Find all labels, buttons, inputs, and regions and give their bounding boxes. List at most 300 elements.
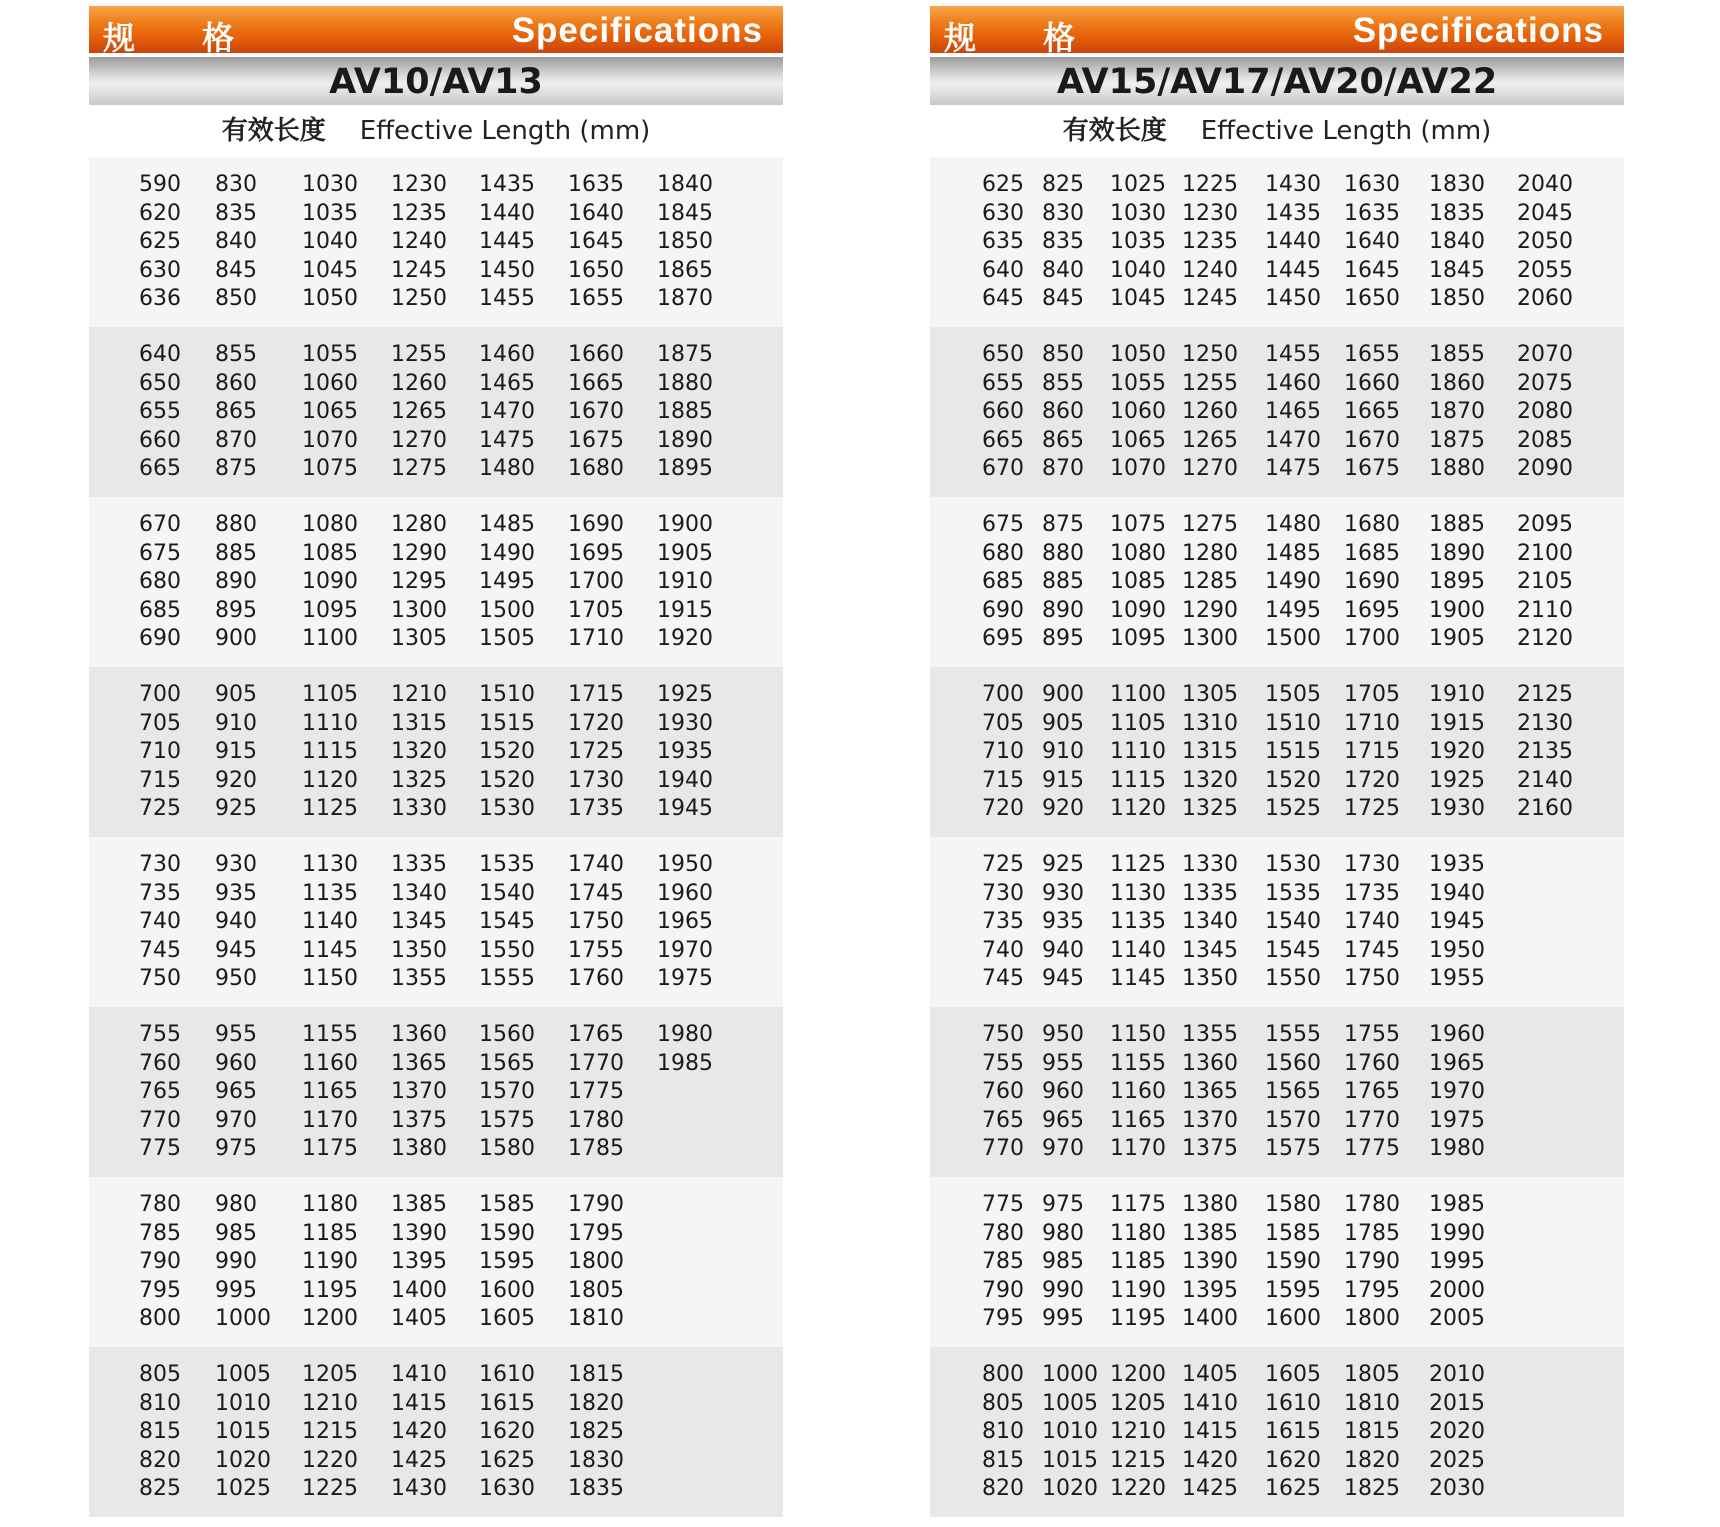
- length-cell: 1435: [479, 172, 535, 197]
- length-cell: 1060: [1110, 399, 1166, 424]
- length-cell: 910: [215, 710, 257, 736]
- length-cell: 980: [1042, 1220, 1084, 1246]
- table-row: [89, 1390, 783, 1419]
- length-cell: 1970: [657, 937, 713, 963]
- length-cell: 1200: [1110, 1362, 1166, 1387]
- length-cell: 825: [1042, 172, 1084, 197]
- length-cell: 1165: [1110, 1107, 1166, 1133]
- length-cell: 1945: [1429, 909, 1485, 934]
- length-cell: 1040: [302, 229, 358, 254]
- length-cell: 1385: [391, 1192, 447, 1217]
- heading-en: Effective Length (mm): [1200, 116, 1492, 146]
- specifications-banner: [89, 6, 783, 57]
- length-cell: 1310: [1182, 710, 1238, 736]
- length-cell: 805: [139, 1362, 181, 1387]
- length-cell: 1575: [1265, 1136, 1321, 1161]
- length-cell: 1810: [1344, 1390, 1400, 1416]
- length-cell: 925: [215, 796, 257, 821]
- length-cell: 1255: [391, 342, 447, 367]
- length-cell: 1920: [657, 626, 713, 651]
- length-cell: 1915: [657, 597, 713, 623]
- table-row: [930, 1021, 1624, 1050]
- length-cell: 1875: [657, 342, 713, 367]
- length-cell: 1985: [1429, 1192, 1485, 1217]
- length-cell: 1250: [1182, 342, 1238, 367]
- length-cell: 1575: [479, 1107, 535, 1133]
- length-cell: 1980: [1429, 1136, 1485, 1161]
- length-cell: 700: [139, 682, 181, 707]
- length-cell: 810: [139, 1390, 181, 1416]
- length-cell: 720: [982, 796, 1024, 821]
- length-cell: 745: [982, 966, 1024, 991]
- row-group: [89, 667, 783, 837]
- length-cell: 1815: [1344, 1419, 1400, 1444]
- length-cell: 1455: [1265, 342, 1321, 367]
- length-cell: 1315: [391, 710, 447, 736]
- length-cell: 1680: [568, 456, 624, 481]
- table-row: [89, 1191, 783, 1220]
- length-cell: 1240: [1182, 257, 1238, 283]
- table-row: [89, 681, 783, 710]
- length-cell: 1075: [1110, 512, 1166, 537]
- length-cell: 1025: [1110, 172, 1166, 197]
- length-cell: 1675: [1344, 456, 1400, 481]
- length-cell: 1700: [568, 569, 624, 594]
- length-cell: 985: [1042, 1249, 1084, 1274]
- length-cell: 940: [1042, 937, 1084, 963]
- length-cell: 1435: [1265, 200, 1321, 226]
- length-cell: 1505: [1265, 682, 1321, 707]
- table-row: [930, 965, 1624, 994]
- length-cell: 1665: [568, 370, 624, 396]
- length-cell: 705: [982, 710, 1024, 736]
- length-cell: 1045: [1110, 286, 1166, 311]
- length-cell: 1555: [1265, 1022, 1321, 1047]
- length-cell: 1390: [391, 1220, 447, 1246]
- length-cell: 1420: [1182, 1447, 1238, 1473]
- length-cell: 1915: [1429, 710, 1485, 736]
- length-cell: 945: [1042, 966, 1084, 991]
- length-cell: 1600: [1265, 1306, 1321, 1331]
- length-cell: 1190: [302, 1249, 358, 1274]
- length-cell: 980: [215, 1192, 257, 1217]
- length-cell: 1345: [391, 909, 447, 934]
- length-cell: 910: [1042, 739, 1084, 764]
- table-row: [89, 1078, 783, 1107]
- length-cell: 850: [215, 286, 257, 311]
- length-cell: 1685: [1344, 540, 1400, 566]
- length-cell: 1785: [1344, 1220, 1400, 1246]
- length-cell: 1390: [1182, 1249, 1238, 1274]
- length-cell: 1350: [1182, 966, 1238, 991]
- length-cell: 1850: [657, 229, 713, 254]
- length-cell: 790: [139, 1249, 181, 1274]
- table-row: [89, 1305, 783, 1334]
- length-cell: 1985: [657, 1050, 713, 1076]
- length-cell: 730: [982, 880, 1024, 906]
- length-cell: 1790: [1344, 1249, 1400, 1274]
- length-cell: 1490: [479, 540, 535, 566]
- length-cell: 1375: [391, 1107, 447, 1133]
- length-cell: 1870: [657, 286, 713, 311]
- length-cell: 1120: [302, 767, 358, 793]
- length-cell: 2080: [1517, 399, 1573, 424]
- length-cell: 1345: [1182, 937, 1238, 963]
- length-cell: 855: [215, 342, 257, 367]
- table-row: [930, 228, 1624, 257]
- length-cell: 636: [139, 286, 181, 311]
- length-cell: 1830: [568, 1447, 624, 1473]
- row-group: [89, 497, 783, 667]
- length-cell: 1570: [1265, 1107, 1321, 1133]
- specifications-banner: [930, 6, 1624, 57]
- length-cell: 1210: [1110, 1419, 1166, 1444]
- length-cell: 1410: [1182, 1390, 1238, 1416]
- length-cell: 1380: [391, 1136, 447, 1161]
- length-cell: 1690: [1344, 569, 1400, 594]
- length-cell: 820: [982, 1476, 1024, 1501]
- length-cell: 1770: [1344, 1107, 1400, 1133]
- length-cell: 1725: [1344, 796, 1400, 821]
- length-cell: 1485: [479, 512, 535, 537]
- length-cell: 930: [215, 852, 257, 877]
- length-cell: 1295: [391, 569, 447, 594]
- table-row: [89, 341, 783, 370]
- length-cell: 1595: [479, 1249, 535, 1274]
- table-row: [930, 341, 1624, 370]
- table-row: [89, 767, 783, 796]
- length-cell: 1365: [391, 1050, 447, 1076]
- table-row: [89, 1361, 783, 1390]
- length-cell: 1100: [1110, 682, 1166, 707]
- length-cell: 1325: [1182, 796, 1238, 821]
- length-cell: 775: [139, 1136, 181, 1161]
- length-cell: 865: [1042, 427, 1084, 453]
- table-row: [89, 455, 783, 484]
- length-cell: 1000: [215, 1306, 271, 1331]
- length-cell: 1580: [1265, 1192, 1321, 1217]
- length-cell: 1235: [1182, 229, 1238, 254]
- length-cell: 1270: [1182, 456, 1238, 481]
- row-group: [89, 837, 783, 1007]
- table-row: [930, 738, 1624, 767]
- length-cell: 1470: [479, 399, 535, 424]
- length-cell: 1460: [1265, 370, 1321, 396]
- table-row: [89, 851, 783, 880]
- length-cell: 2100: [1517, 540, 1573, 566]
- length-cell: 750: [982, 1022, 1024, 1047]
- length-cell: 1770: [568, 1050, 624, 1076]
- length-cell: 1220: [302, 1447, 358, 1473]
- length-cell: 1805: [1344, 1362, 1400, 1387]
- length-cell: 1375: [1182, 1136, 1238, 1161]
- length-cell: 1795: [568, 1220, 624, 1246]
- table-row: [930, 427, 1624, 456]
- row-group: [930, 497, 1624, 667]
- length-cell: 905: [1042, 710, 1084, 736]
- length-cell: 1195: [1110, 1306, 1166, 1331]
- length-cell: 1250: [391, 286, 447, 311]
- length-cell: 900: [1042, 682, 1084, 707]
- length-cell: 1635: [568, 172, 624, 197]
- length-cell: 1715: [1344, 739, 1400, 764]
- length-cell: 1515: [1265, 739, 1321, 764]
- length-cell: 1300: [1182, 626, 1238, 651]
- length-cell: 820: [139, 1447, 181, 1473]
- length-cell: 840: [215, 229, 257, 254]
- length-cell: 1400: [1182, 1306, 1238, 1331]
- length-cell: 680: [982, 540, 1024, 566]
- length-cell: 1085: [1110, 569, 1166, 594]
- length-cell: 1920: [1429, 739, 1485, 764]
- length-cell: 1815: [568, 1362, 624, 1387]
- length-cell: 2045: [1517, 200, 1573, 226]
- length-cell: 895: [1042, 626, 1084, 651]
- length-cell: 935: [215, 880, 257, 906]
- length-cell: 1070: [302, 427, 358, 453]
- length-cell: 1475: [479, 427, 535, 453]
- table-row: [89, 1248, 783, 1277]
- length-cell: 700: [982, 682, 1024, 707]
- length-cell: 1665: [1344, 399, 1400, 424]
- length-cell: 1150: [1110, 1022, 1166, 1047]
- length-cell: 1820: [568, 1390, 624, 1416]
- length-cell: 1355: [391, 966, 447, 991]
- length-cell: 1605: [479, 1306, 535, 1331]
- length-cell: 1675: [568, 427, 624, 453]
- length-cell: 1020: [1042, 1476, 1098, 1501]
- length-cell: 1200: [302, 1306, 358, 1331]
- length-cell: 685: [139, 597, 181, 623]
- length-cell: 1925: [657, 682, 713, 707]
- length-cell: 780: [139, 1192, 181, 1217]
- length-cell: 1980: [657, 1022, 713, 1047]
- length-cell: 860: [1042, 399, 1084, 424]
- length-cell: 1540: [479, 880, 535, 906]
- length-cell: 1025: [215, 1476, 271, 1501]
- length-cell: 920: [1042, 796, 1084, 821]
- length-table: [930, 157, 1624, 1517]
- table-row: [930, 1447, 1624, 1476]
- length-cell: 1525: [1265, 796, 1321, 821]
- length-cell: 735: [982, 909, 1024, 934]
- length-cell: 2130: [1517, 710, 1573, 736]
- length-cell: 1890: [657, 427, 713, 453]
- length-cell: 1630: [1344, 172, 1400, 197]
- length-cell: 2005: [1429, 1306, 1485, 1331]
- length-cell: 1280: [1182, 540, 1238, 566]
- length-cell: 1380: [1182, 1192, 1238, 1217]
- length-cell: 1570: [479, 1079, 535, 1104]
- length-cell: 2010: [1429, 1362, 1485, 1387]
- length-cell: 1445: [479, 229, 535, 254]
- length-cell: 755: [982, 1050, 1024, 1076]
- length-cell: 1240: [391, 229, 447, 254]
- length-cell: 1650: [568, 257, 624, 283]
- length-cell: 1670: [1344, 427, 1400, 453]
- length-cell: 1620: [1265, 1447, 1321, 1473]
- length-cell: 1860: [1429, 370, 1485, 396]
- table-row: [930, 795, 1624, 824]
- length-cell: 1800: [1344, 1306, 1400, 1331]
- length-cell: 1195: [302, 1277, 358, 1303]
- length-cell: 705: [139, 710, 181, 736]
- length-cell: 1080: [302, 512, 358, 537]
- length-cell: 915: [215, 739, 257, 764]
- length-cell: 670: [982, 456, 1024, 481]
- length-cell: 1680: [1344, 512, 1400, 537]
- length-cell: 1285: [1182, 569, 1238, 594]
- length-cell: 870: [1042, 456, 1084, 481]
- length-cell: 2025: [1429, 1447, 1485, 1473]
- length-cell: 1480: [1265, 512, 1321, 537]
- length-cell: 1565: [1265, 1079, 1321, 1104]
- length-cell: 1270: [391, 427, 447, 453]
- length-cell: 990: [1042, 1277, 1084, 1303]
- length-cell: 1590: [479, 1220, 535, 1246]
- length-cell: 2075: [1517, 370, 1573, 396]
- length-cell: 1175: [302, 1136, 358, 1161]
- length-cell: 1955: [1429, 966, 1485, 991]
- length-cell: 1530: [1265, 852, 1321, 877]
- length-cell: 1890: [1429, 540, 1485, 566]
- table-row: [930, 1418, 1624, 1447]
- length-cell: 935: [1042, 909, 1084, 934]
- length-cell: 715: [982, 767, 1024, 793]
- length-cell: 1600: [479, 1277, 535, 1303]
- table-row: [930, 1248, 1624, 1277]
- length-cell: 1260: [391, 370, 447, 396]
- length-cell: 1655: [1344, 342, 1400, 367]
- length-cell: 735: [139, 880, 181, 906]
- length-cell: 1095: [302, 597, 358, 623]
- length-cell: 1775: [1344, 1136, 1400, 1161]
- length-cell: 1450: [1265, 286, 1321, 311]
- length-cell: 1555: [479, 966, 535, 991]
- length-cell: 815: [139, 1419, 181, 1444]
- table-row: [930, 455, 1624, 484]
- length-cell: 1225: [302, 1476, 358, 1501]
- length-cell: 1650: [1344, 286, 1400, 311]
- length-cell: 1330: [391, 796, 447, 821]
- length-cell: 2085: [1517, 427, 1573, 453]
- length-cell: 860: [215, 370, 257, 396]
- length-cell: 1265: [391, 399, 447, 424]
- length-cell: 1690: [568, 512, 624, 537]
- length-cell: 660: [982, 399, 1024, 424]
- length-cell: 1620: [479, 1419, 535, 1444]
- length-cell: 1935: [1429, 852, 1485, 877]
- length-cell: 1090: [302, 569, 358, 594]
- length-cell: 975: [215, 1136, 257, 1161]
- length-cell: 1085: [302, 540, 358, 566]
- model-title: AV15/AV17/AV20/AV22: [930, 57, 1624, 105]
- table-row: [930, 171, 1624, 200]
- length-cell: 1910: [657, 569, 713, 594]
- heading-en: Effective Length (mm): [359, 116, 651, 146]
- length-cell: 1440: [479, 200, 535, 226]
- length-cell: 765: [982, 1107, 1024, 1133]
- length-cell: 965: [215, 1079, 257, 1104]
- length-cell: 1760: [1344, 1050, 1400, 1076]
- length-cell: 1175: [1110, 1192, 1166, 1217]
- length-cell: 1835: [1429, 200, 1485, 226]
- table-row: [89, 427, 783, 456]
- length-cell: 1305: [391, 626, 447, 651]
- length-cell: 1845: [1429, 257, 1485, 283]
- table-row: [930, 1107, 1624, 1136]
- length-cell: 630: [982, 200, 1024, 226]
- length-cell: 1585: [1265, 1220, 1321, 1246]
- length-cell: 1405: [391, 1306, 447, 1331]
- length-cell: 1290: [391, 540, 447, 566]
- length-cell: 1745: [568, 880, 624, 906]
- length-cell: 770: [139, 1107, 181, 1133]
- length-cell: 715: [139, 767, 181, 793]
- length-cell: 1905: [657, 540, 713, 566]
- length-cell: 1730: [568, 767, 624, 793]
- length-cell: 1720: [1344, 767, 1400, 793]
- length-cell: 685: [982, 569, 1024, 594]
- length-cell: 1035: [1110, 229, 1166, 254]
- length-cell: 1035: [302, 200, 358, 226]
- length-cell: 1945: [657, 796, 713, 821]
- length-cell: 995: [215, 1277, 257, 1303]
- banner-title-cn: 规 格: [944, 19, 1104, 57]
- length-cell: 1540: [1265, 909, 1321, 934]
- length-cell: 1145: [1110, 966, 1166, 991]
- length-cell: 1430: [391, 1476, 447, 1501]
- table-row: [930, 1220, 1624, 1249]
- length-cell: 1965: [1429, 1050, 1485, 1076]
- length-cell: 2090: [1517, 456, 1573, 481]
- table-row: [930, 1390, 1624, 1419]
- length-cell: 1205: [1110, 1390, 1166, 1416]
- length-cell: 930: [1042, 880, 1084, 906]
- length-cell: 1110: [1110, 739, 1166, 764]
- length-cell: 795: [139, 1277, 181, 1303]
- length-cell: 1470: [1265, 427, 1321, 453]
- length-cell: 1165: [302, 1079, 358, 1104]
- length-cell: 1735: [1344, 880, 1400, 906]
- table-row: [89, 965, 783, 994]
- length-cell: 1550: [1265, 966, 1321, 991]
- length-cell: 730: [139, 852, 181, 877]
- length-cell: 1780: [568, 1107, 624, 1133]
- length-cell: 1275: [391, 456, 447, 481]
- length-cell: 915: [1042, 767, 1084, 793]
- table-row: [930, 767, 1624, 796]
- length-cell: 670: [139, 512, 181, 537]
- length-cell: 1590: [1265, 1249, 1321, 1274]
- length-cell: 1125: [1110, 852, 1166, 877]
- row-group: [89, 1007, 783, 1177]
- length-cell: 1340: [391, 880, 447, 906]
- length-cell: 1865: [657, 257, 713, 283]
- length-cell: 865: [215, 399, 257, 424]
- length-cell: 1070: [1110, 456, 1166, 481]
- length-cell: 1215: [302, 1419, 358, 1444]
- table-row: [930, 200, 1624, 229]
- length-cell: 965: [1042, 1107, 1084, 1133]
- length-cell: 1315: [1182, 739, 1238, 764]
- length-cell: 1260: [1182, 399, 1238, 424]
- length-cell: 855: [1042, 370, 1084, 396]
- table-row: [89, 1418, 783, 1447]
- length-cell: 805: [982, 1390, 1024, 1416]
- length-cell: 725: [139, 796, 181, 821]
- length-cell: 1190: [1110, 1277, 1166, 1303]
